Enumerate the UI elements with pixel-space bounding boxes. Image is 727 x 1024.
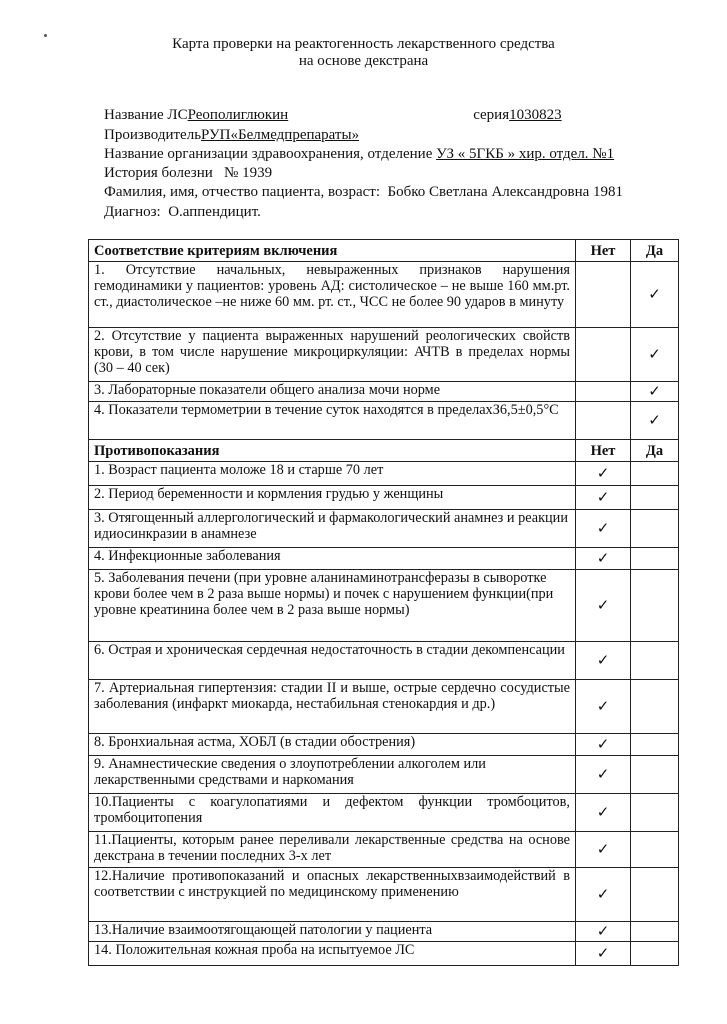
table-row — [89, 328, 679, 382]
inclusion-no-cell — [576, 382, 631, 402]
contraindications-yes-cell — [631, 734, 679, 756]
contraindications-yes-cell — [631, 794, 679, 832]
drug-name-label: Название ЛС — [104, 107, 188, 123]
contraindications-yes-cell — [631, 832, 679, 868]
contraindications-yes-cell — [631, 756, 679, 794]
check-mark-icon: ✓ — [596, 765, 610, 783]
table-row — [89, 548, 679, 570]
check-mark-icon: ✓ — [596, 735, 610, 753]
check-mark-icon: ✓ — [596, 464, 610, 482]
table-row — [89, 382, 679, 402]
contraindications-heading-row — [89, 440, 679, 462]
inclusion-no-header: Нет — [576, 240, 631, 262]
contraindications-no-cell — [576, 548, 631, 570]
contraindications-no-cell — [576, 462, 631, 486]
contraindications-criterion-text: 2. Период беременности и кормления грудью у женщины — [89, 486, 576, 510]
table-row — [89, 486, 679, 510]
inclusion-yes-header: Да — [631, 240, 679, 262]
contraindications-criterion-text: 11.Пациенты, которым ранее переливали лекарственные средства на основе декстрана в течении последних 3-х лет — [89, 832, 576, 868]
check-mark-icon: ✓ — [596, 697, 610, 715]
inclusion-heading-row — [89, 240, 679, 262]
check-mark-icon: ✓ — [596, 651, 610, 669]
contraindications-criterion-text: 13.Наличие взаимоотягощающей патологии у пациента — [89, 922, 576, 942]
inclusion-no-cell — [576, 402, 631, 440]
inclusion-criterion-text: 3. Лабораторные показатели общего анализа мочи норме — [89, 382, 576, 402]
table-row — [89, 570, 679, 642]
inclusion-yes-cell — [631, 262, 679, 328]
document-title — [0, 36, 727, 70]
inclusion-criterion-text: 4. Показатели термометрии в течение суток находятся в пределахЗ6,5±0,5°С — [89, 402, 576, 440]
check-mark-icon: ✓ — [648, 382, 661, 400]
contraindications-criterion-text: 7. Артериальная гипертензия: стадии II и выше, острые сердечно сосудистые заболевания (инфаркт миокарда, нестабильная стенокардия и др.) — [89, 680, 576, 734]
inclusion-yes-cell — [631, 328, 679, 382]
contraindications-no-cell — [576, 510, 631, 548]
check-mark-icon: ✓ — [596, 944, 610, 962]
contraindications-criterion-text: 14. Положительная кожная проба на испытуемое ЛС — [89, 942, 576, 966]
contraindications-yes-cell — [631, 642, 679, 680]
organization-line — [104, 145, 614, 163]
contraindications-yes-cell — [631, 922, 679, 942]
contraindications-no-cell — [576, 794, 631, 832]
contraindications-yes-cell — [631, 942, 679, 966]
contraindications-yes-cell — [631, 510, 679, 548]
check-mark-icon: ✓ — [648, 345, 661, 363]
manufacturer-label: Производитель — [104, 127, 202, 143]
check-mark-icon: ✓ — [596, 549, 610, 567]
check-mark-icon: ✓ — [596, 488, 610, 506]
table-row — [89, 794, 679, 832]
inclusion-heading: Соответствие критериям включения — [89, 240, 576, 262]
diagnosis-label: Диагноз: — [104, 204, 161, 220]
series-value: 1030823 — [509, 107, 562, 123]
table-row — [89, 642, 679, 680]
check-mark-icon: ✓ — [596, 519, 610, 537]
table-row — [89, 734, 679, 756]
series-label: серия — [473, 107, 510, 123]
contraindications-criterion-text: 8. Бронхиальная астма, ХОБЛ (в стадии обострения) — [89, 734, 576, 756]
contraindications-criterion-text: 9. Анамнестические сведения о злоупотреблении алкоголем или лекарственными средствами и наркомания — [89, 756, 576, 794]
patient-line — [104, 183, 623, 201]
table-row — [89, 402, 679, 440]
contraindications-yes-cell — [631, 680, 679, 734]
table-row — [89, 922, 679, 942]
inclusion-no-cell — [576, 262, 631, 328]
contraindications-yes-cell — [631, 570, 679, 642]
history-value: № 1939 — [224, 165, 273, 181]
diagnosis-line — [104, 203, 261, 221]
contraindications-no-header: Нет — [576, 440, 631, 462]
table-row — [89, 942, 679, 966]
organization-value: УЗ « 5ГКБ » хир. отдел. №1 — [436, 146, 615, 162]
patient-value: Бобко Светлана Александровна 1981 — [387, 184, 624, 200]
contraindications-criterion-text: 4. Инфекционные заболевания — [89, 548, 576, 570]
title-line-1: Карта проверки на реактогенность лекарственного средства — [172, 36, 555, 52]
contraindications-yes-cell — [631, 868, 679, 922]
contraindications-no-cell — [576, 868, 631, 922]
contraindications-criterion-text: 5. Заболевания печени (при уровне аланинаминотрансферазы в сыворотке крови более чем в 2 раза выше нормы) и почек с нарушением функции(при уровне креатинина более чем в 2 раза выше нормы) — [89, 570, 576, 642]
contraindications-criterion-text: 6. Острая и хроническая сердечная недостаточность в стадии декомпенсации — [89, 642, 576, 680]
contraindications-criterion-text: 10.Пациенты с коагулопатиями и дефектом функции тромбоцитов, тромбоцитопения — [89, 794, 576, 832]
contraindications-no-cell — [576, 486, 631, 510]
check-mark-icon: ✓ — [596, 922, 610, 940]
contraindications-no-cell — [576, 922, 631, 942]
drug-name-line — [104, 106, 562, 124]
check-mark-icon: ✓ — [596, 596, 610, 614]
criteria-table — [88, 239, 679, 966]
contraindications-no-cell — [576, 680, 631, 734]
organization-label: Название организации здравоохранения, отделение — [104, 146, 433, 162]
contraindications-criterion-text: 12.Наличие противопоказаний и опасных лекарственныхвзаимодействий в соответствии с инструкцией по медицинскому применению — [89, 868, 576, 922]
inclusion-no-cell — [576, 328, 631, 382]
contraindications-no-cell — [576, 570, 631, 642]
history-line — [104, 164, 272, 182]
table-row — [89, 462, 679, 486]
check-mark-icon: ✓ — [596, 885, 610, 903]
drug-name-value: Реополиглюкин — [187, 107, 289, 123]
contraindications-no-cell — [576, 642, 631, 680]
patient-label: Фамилия, имя, отчество пациента, возраст: — [104, 184, 380, 200]
table-row — [89, 756, 679, 794]
inclusion-criterion-text: 2. Отсутствие у пациента выраженных нарушений реологических свойств крови, в том числе нарушение микроциркуляции: АЧТВ в пределах нормы (30 – 40 сек) — [89, 328, 576, 382]
contraindications-criterion-text: 3. Отягощенный аллергологический и фармакологический анамнез и реакции идиосинкразии в анамнезе — [89, 510, 576, 548]
contraindications-heading: Противопоказания — [89, 440, 576, 462]
check-mark-icon: ✓ — [648, 285, 661, 303]
history-label: История болезни — [104, 165, 213, 181]
contraindications-yes-cell — [631, 486, 679, 510]
contraindications-no-cell — [576, 734, 631, 756]
contraindications-yes-cell — [631, 462, 679, 486]
check-mark-icon: ✓ — [648, 411, 661, 429]
table-row — [89, 510, 679, 548]
inclusion-yes-cell — [631, 382, 679, 402]
table-row — [89, 262, 679, 328]
contraindications-yes-cell — [631, 548, 679, 570]
contraindications-criterion-text: 1. Возраст пациента моложе 18 и старше 70 лет — [89, 462, 576, 486]
manufacturer-line — [104, 126, 359, 144]
contraindications-no-cell — [576, 756, 631, 794]
title-line-2: на основе декстрана — [298, 53, 429, 69]
contraindications-no-cell — [576, 942, 631, 966]
check-mark-icon: ✓ — [596, 803, 610, 821]
diagnosis-value: О.аппендицит. — [168, 204, 261, 220]
check-mark-icon: ✓ — [596, 840, 610, 858]
table-row — [89, 680, 679, 734]
contraindications-no-cell — [576, 832, 631, 868]
inclusion-yes-cell — [631, 402, 679, 440]
contraindications-yes-header: Да — [631, 440, 679, 462]
table-row — [89, 832, 679, 868]
manufacturer-value: РУП«Белмедпрепараты» — [201, 127, 360, 143]
table-row — [89, 868, 679, 922]
inclusion-criterion-text: 1. Отсутствие начальных, невыраженных признаков нарушения гемодинамики у пациентов: уровень АД: систолическое – не выше 160 мм.рт. ст., диастолическое –не ниже 60 мм. рт. ст., ЧСС не более 90 ударов в минуту — [89, 262, 576, 328]
